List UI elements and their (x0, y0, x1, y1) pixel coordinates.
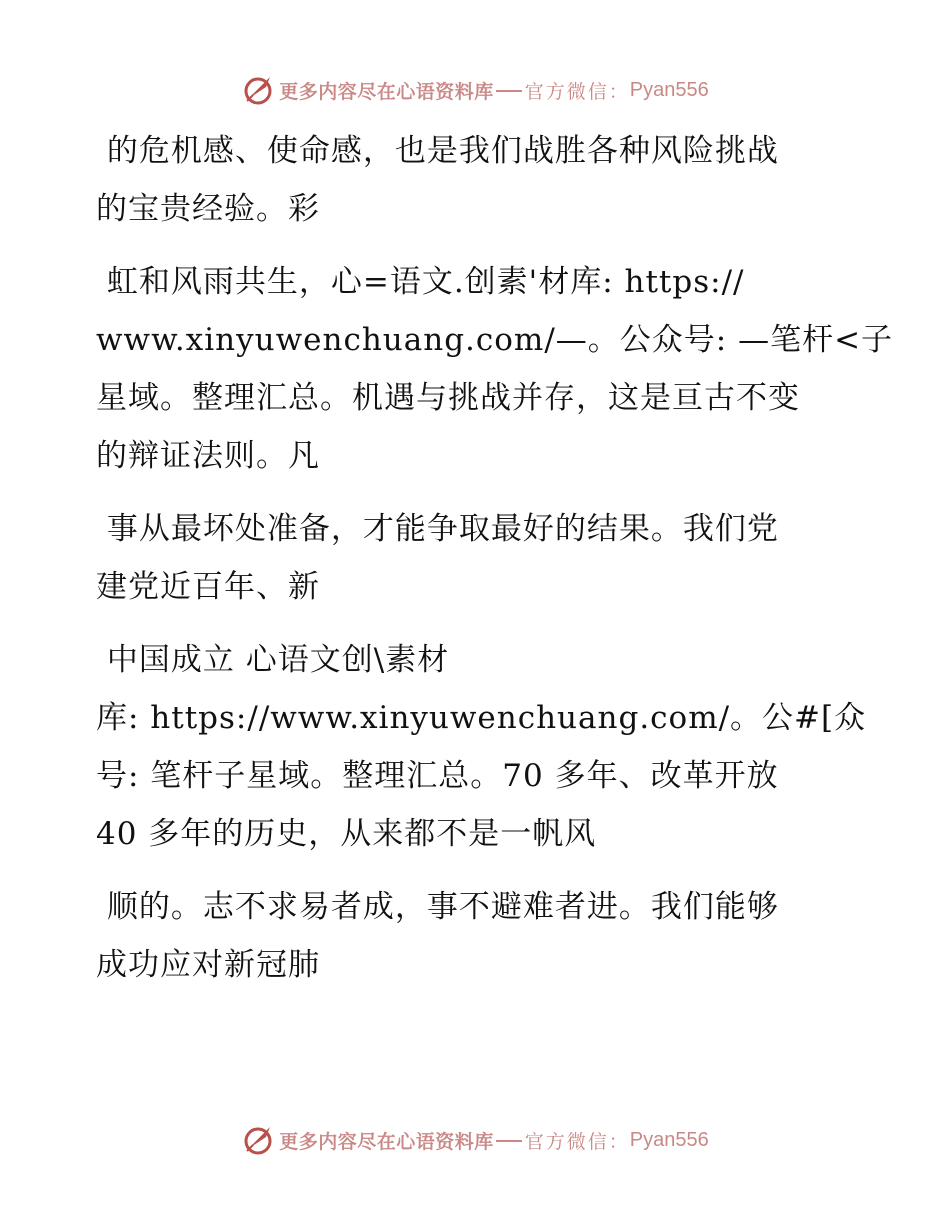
text-line: 顺的。志不求易者成，事不避难者进。我们能够 (96, 889, 779, 925)
paragraph-2 (96, 253, 894, 485)
text-line: 号: 笔杆子星域。整理汇总。70 多年、改革开放 (96, 758, 779, 794)
text-line: 虹和风雨共生，心=语文.创素'材库: https:// (96, 264, 745, 300)
footer-wechat-id: Pyan556 (629, 1128, 709, 1151)
header-brand-text: 更多内容尽在心语资料库 (279, 80, 494, 103)
text-line: 中国成立 心语文创\素材 (96, 642, 450, 678)
text-line: 库: https://www.xinyuwenchuang.com/。公#[众 (96, 700, 867, 736)
text-line: 的辩证法则。凡 (96, 438, 320, 474)
paragraph-4 (96, 631, 867, 863)
header-banner (0, 70, 950, 110)
footer-dash (496, 1140, 522, 1142)
text-line: 成功应对新冠肺 (96, 947, 320, 983)
header-dash (496, 90, 522, 92)
text-line: 的危机感、使命感，也是我们战胜各种风险挑战 (96, 133, 779, 169)
quill-logo-icon (241, 1123, 275, 1157)
document-body (96, 122, 894, 1009)
text-line: 建党近百年、新 (96, 569, 320, 605)
text-line: 的宝贵经验。彩 (96, 191, 320, 227)
header-wechat-id: Pyan556 (629, 78, 709, 101)
quill-logo-icon (241, 73, 275, 107)
header-official-label: 官方微信： (524, 80, 630, 103)
footer-brand-text: 更多内容尽在心语资料库 (279, 1130, 494, 1153)
text-line: 40 多年的历史，从来都不是一帆风 (96, 816, 597, 852)
paragraph-1 (96, 122, 856, 238)
paragraph-3 (96, 500, 856, 616)
footer-official-label: 官方微信： (524, 1130, 630, 1153)
paragraph-5 (96, 878, 856, 994)
text-line: 事从最坏处准备，才能争取最好的结果。我们党 (96, 511, 779, 547)
text-line: 星域。整理汇总。机遇与挑战并存，这是亘古不变 (96, 380, 800, 416)
text-line: www.xinyuwenchuang.com/—。公众号: —笔杆<子 (96, 322, 894, 358)
footer-banner (0, 1120, 950, 1160)
